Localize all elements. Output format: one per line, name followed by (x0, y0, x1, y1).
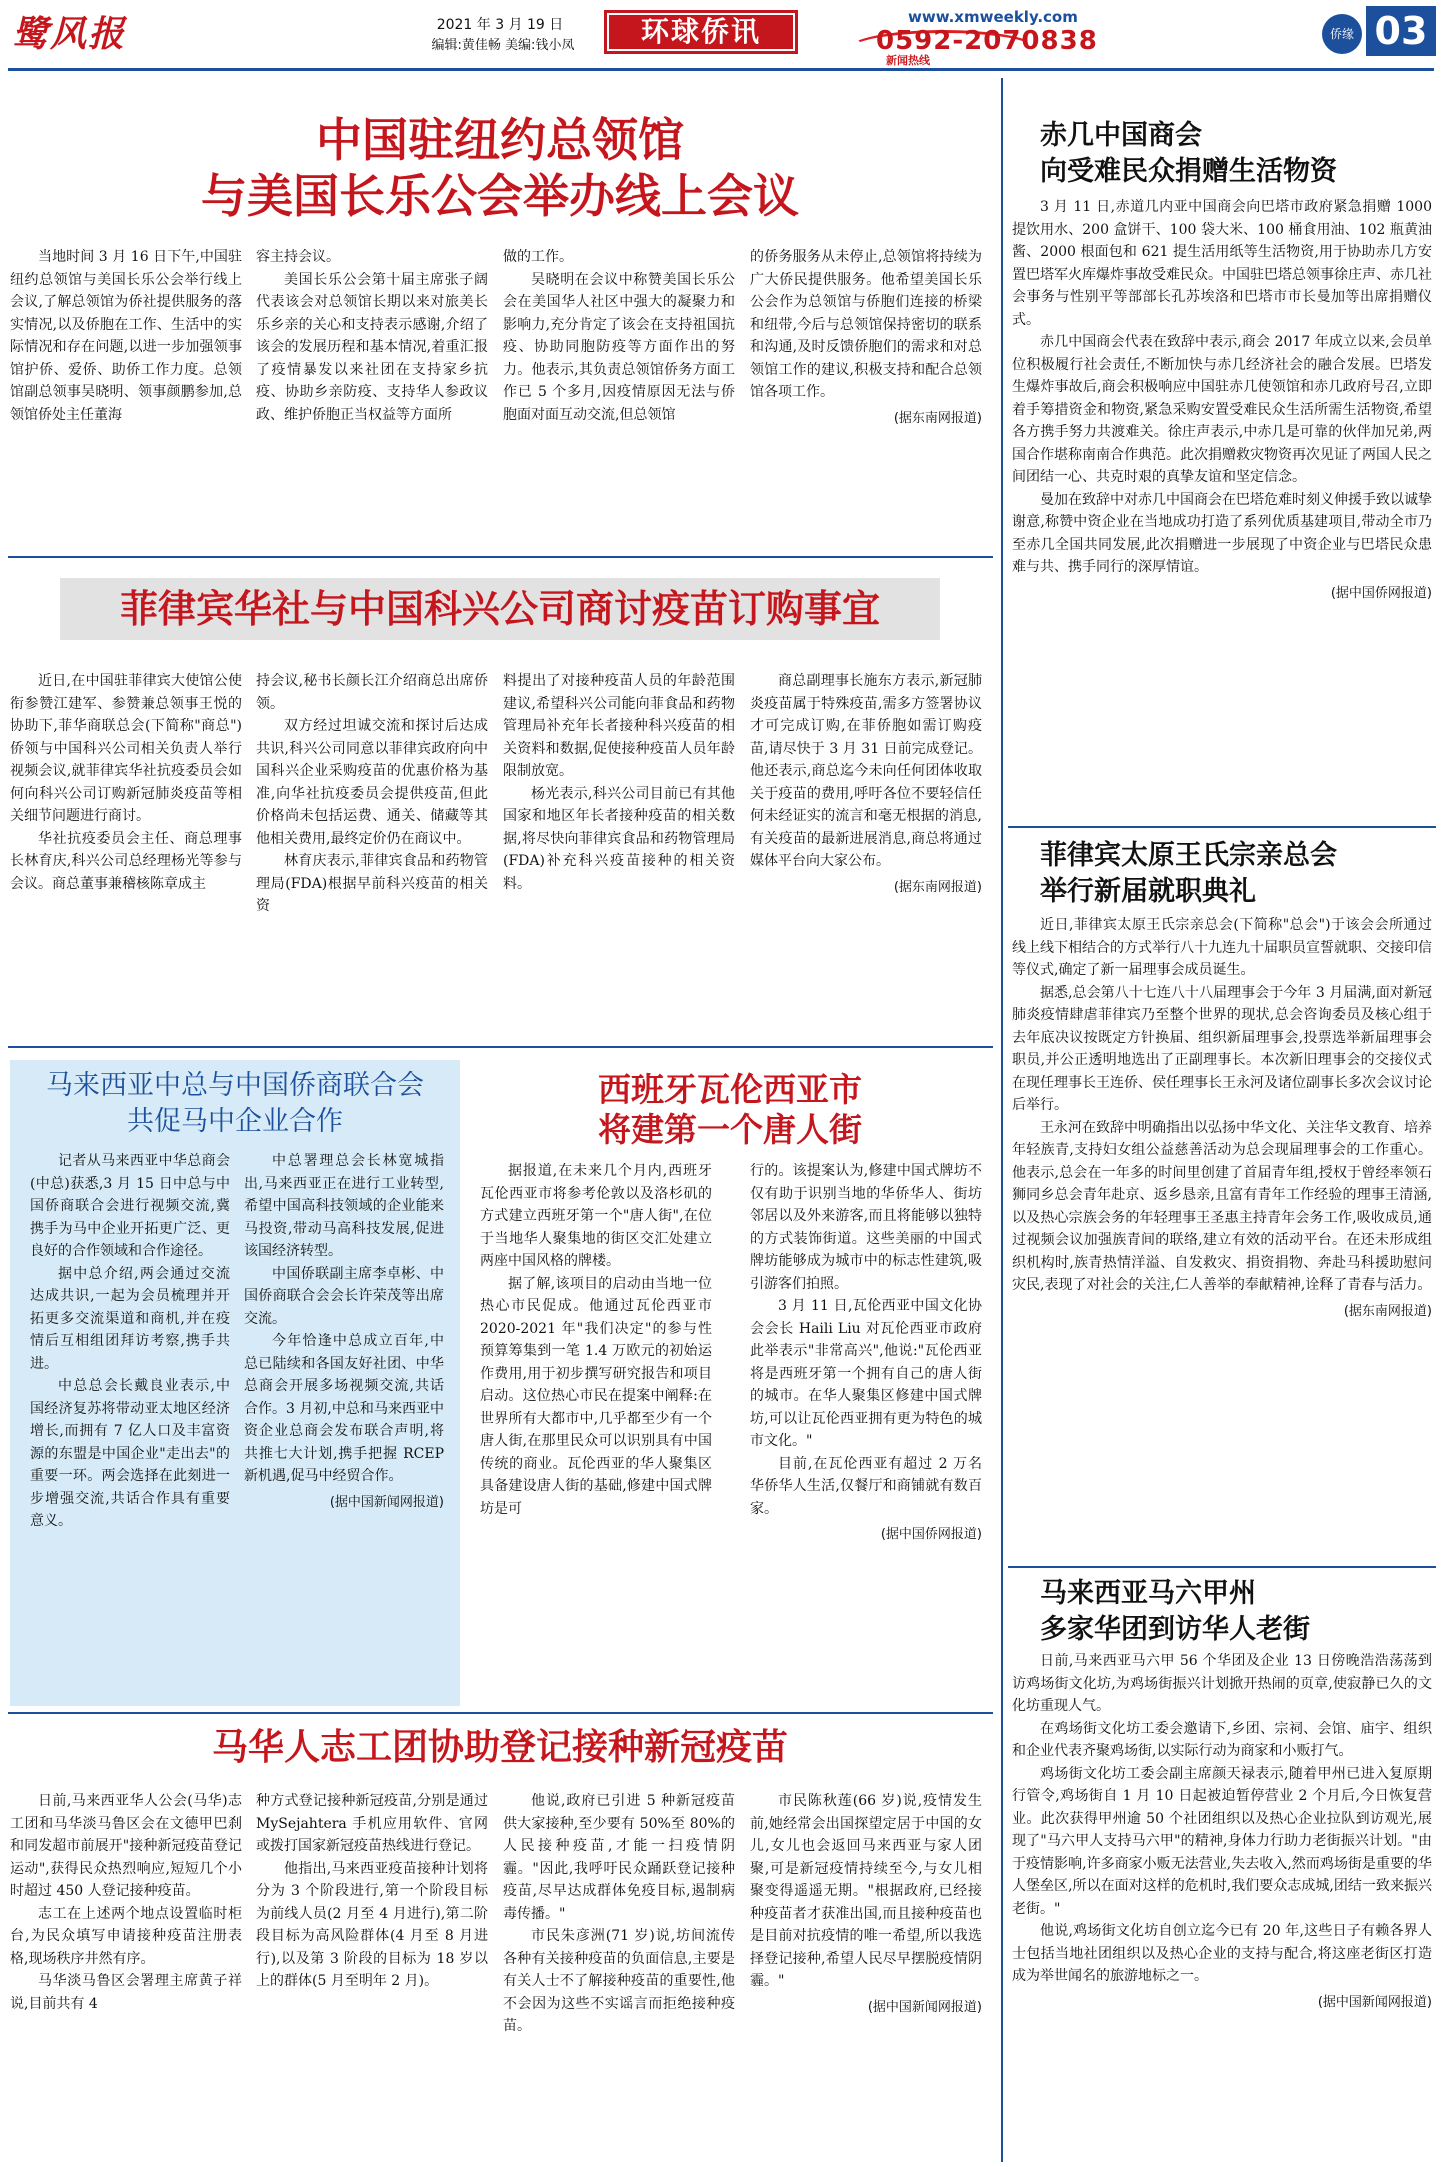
article-5-col-2: 种方式登记接种新冠疫苗,分别是通过 MySejahtera 手机应用软件、官网或拨打国家新冠疫苗热线进行登记。 他指出,马来西亚疫苗接种计划将分为 3 个阶段进行,第一个阶段目标为前线人员(2 月至 4 月进行),第二阶段目标为高风险群体(4 月至 8 月进行),以及第 3 阶段的目标为 18 岁以上的群体(5 月至明年 2 月)。 (256, 1793, 488, 1989)
article-4-headline: 西班牙瓦伦西亚市 将建第一个唐人街 (598, 1070, 862, 1149)
right-article-3-source: (据中国新闻网报道) (1317, 1994, 1432, 2010)
article-5-headline: 马华人志工团协助登记接种新冠疫苗 (211, 1726, 788, 1768)
article-4-col-2: 行的。该提案认为,修建中国式牌坊不仅有助于识别当地的华侨华人、街坊邻居以及外来游客,而且将能够以独特的方式装饰街道。这些美丽的中国式牌坊能够成为城市中的标志性建筑,吸引游客们拍照。 3 月 11 日,瓦伦西亚中国文化协会会长 Haili Liu 对瓦伦西亚市政府此举表示"非常高兴",他说:"瓦伦西亚将是西班牙第一个拥有自己的唐人街的城市。在华人聚集区修建中国式牌坊,可以让瓦伦西亚拥有更为特色的城市文化。" 目前,在瓦伦西亚有超过 2 万名华侨华人生活,仅餐厅和商铺就有数百家。 (据中国侨网报道) (750, 1160, 982, 1700)
article-2-source: (据东南网报道) (893, 879, 982, 895)
right-article-2-rule (1008, 1566, 1436, 1568)
article-1-rule (8, 556, 993, 558)
hotline-phone: 0592-2070838 (876, 26, 1098, 56)
right-article-1-body: 3 月 11 日,赤道几内亚中国商会向巴塔市政府紧急捐赠 1000 提饮用水、200 盒饼干、100 袋大米、100 桶食用油、102 瓶黄油酱、2000 根面包和 621 提生活用纸等生活物资,用于协助赤几方安置巴塔军火库爆炸事故受难民众。中国驻巴塔总领事徐庄声、赤几社会事务与性别平等部部长孔苏埃洛和巴塔市市长曼加等出席捐赠仪式。 赤几中国商会代表在致辞中表示,商会 2017 年成立以来,会员单位积极履行社会责任,不断加快与赤几经济社会的融合发展。巴塔发生爆炸事故后,商会积极响应中国驻赤几使领馆和赤几政府号召,立即着手筹措资金和物资,紧急采购安置受难民众生活所需生活物资,希望各方携手努力共渡难关。徐庄声表示,中赤几是可靠的伙伴加兄弟,两国合作堪称南南合作典范。此次捐赠救灾物资再次见证了两国人民之间团结一心、共克时艰的真挚友谊和坚定信念。 曼加在致辞中对赤几中国商会在巴塔危难时刻义伸援手致以诚挚谢意,称赞中资企业在当地成功打造了系列优质基建项目,带动全市乃至赤几全国共同发展,此次捐赠进一步展现了中资企业与巴塔民众患难与共、携手同行的深厚情谊。 (据中国侨网报道) (1012, 196, 1432, 820)
website-url: www.xmweekly.com (908, 8, 1078, 26)
article-2-headline: 菲律宾华社与中国科兴公司商讨疫苗订购事宜 (119, 586, 880, 631)
article-1-col-4: 的侨务服务从未停止,总领馆将持续为广大侨民提供服务。他希望美国长乐公会作为总领馆与侨胞们连接的桥梁和纽带,今后与总领馆保持密切的联系和沟通,及时反馈侨胞们的需求和对总领馆工作的建议,积极支持和配合总领馆各项工作。 (据东南网报道) (750, 246, 982, 536)
right-article-1-headline: 赤几中国商会 向受难民众捐赠生活物资 (1040, 120, 1337, 187)
newspaper-logo: 鹭风报 (12, 13, 127, 55)
page-badge-icon (1322, 14, 1362, 54)
article-1-col-1: 当地时间 3 月 16 日下午,中国驻纽约总领馆与美国长乐公会举行线上会议,了解总领馆为侨社提供服务的落实情况,以及侨胞在工作、生活中的实际情况和存在问题,以进一步加强领事馆护侨、爱侨、助侨工作力度。总领馆副总领事吴晓明、领事颜鹏参加,总领馆侨处主任董海 (10, 249, 242, 423)
right-article-2-body: 近日,菲律宾太原王氏宗亲总会(下简称"总会")于该会会所通过线上线下相结合的方式举行八十九连九十届职员宣誓就职、交接印信等仪式,确定了新一届理事会成员诞生。 据悉,总会第八十七连八十八届理事会于今年 3 月届满,面对新冠肺炎疫情肆虐菲律宾乃至整个世界的现状,总会咨询委员及核心组于去年底决议按既定方针换届、组织新届理事会,投票选举新届理事会职员,并公正透明地选出了正副理事长。本次新旧理事会的交接仪式在现任理事长王连侨、侯任理事长王永河及诸位副事长多次会议讨论后举行。 王永河在致辞中明确指出以弘扬中华文化、关注华文教育、培养年轻族青,支持妇女组公益慈善活动为总会现届理事会的工作重心。他表示,总会在一年多的时间里创建了首届青年组,授权于曾经率领石狮同乡总会青年赴京、返乡恳亲,且富有青年工作经验的理事王清涵,以及热心宗族会务的年轻理事王圣惠主持青年会务工作,吸收成员,通过视频会议加强族青间的联络,建立有效的活动平台。在还未形成组织机构时,族青热情洋溢、自发救灾、捐资捐物、奔赴马科援助慰问灾民,表现了对社会的关注,仁人善举的奉献精神,诠释了青春与活力。 (据东南网报道) (1012, 914, 1432, 1562)
article-2-col-2: 持会议,秘书长颜长江介绍商总出席侨领。 双方经过坦诚交流和探讨后达成共识,科兴公司同意以菲律宾政府向中国科兴企业采购疫苗的优惠价格为基准,向华社抗疫委员会提供疫苗,但此价格尚未包括运费、通关、储藏等其他相关费用,最终定价仍在商议中。 林育庆表示,菲律宾食品和药物管理局(FDA)根据早前科兴疫苗的相关资 (256, 673, 488, 914)
column-divider (1001, 78, 1003, 2162)
article-1-headline: 中国驻纽约总领馆 与美国长乐公会举办线上会议 (201, 113, 799, 223)
article-2-rule (8, 1046, 993, 1048)
section-banner (604, 10, 798, 54)
right-article-1-rule (1008, 826, 1436, 828)
article-4-rule (8, 1712, 993, 1714)
article-5-source: (据中国新闻网报道) (867, 1999, 982, 2015)
article-5-col-1: 日前,马来西亚华人公会(马华)志工团和马华淡马鲁区会在文德甲巴刹和同发超市前展开"接种新冠疫苗登记运动",获得民众热烈响应,短短几个小时超过 450 人登记接种疫苗。 志工在上述两个地点设置临时柜台,为民众填写申请接种疫苗注册表格,现场秩序井然有序。 马华淡马鲁区会署理主席黄子祥说,目前共有 4 (10, 1793, 242, 2012)
article-4-col-1: 据报道,在未来几个月内,西班牙瓦伦西亚市将参考伦敦以及洛杉矶的方式建立西班牙第一个"唐人街",在位于当地华人聚集地的街区交汇处建立两座中国风格的牌楼。 据了解,该项目的启动由当地一位热心市民促成。他通过瓦伦西亚市 2020-2021 年"我们决定"的参与性预算筹集到一笔 1.4 万欧元的初始运作费用,用于初步撰写研究报告和项目启动。这位热心市民在提案中阐释:在世界所有大都市中,几乎都至少有一个唐人街,在那里民众可以识别具有中国传统的商业。瓦伦西亚的华人聚集区具备建设唐人街的基础,修建中国式牌坊是可 (480, 1163, 712, 1517)
article-2-col-3: 料提出了对接种疫苗人员的年龄范围建议,希望科兴公司能向菲食品和药物管理局补充年长者接种科兴疫苗的相关资料和数据,促使接种疫苗人员年龄限制放宽。 杨光表示,科兴公司目前已有其他国家和地区年长者接种疫苗的相关数据,将尽快向菲律宾食品和药物管理局(FDA)补充科兴疫苗接种的相关资料。 (503, 673, 735, 892)
masthead-rule (8, 68, 1434, 71)
article-5-col-3: 他说,政府已引进 5 种新冠疫苗供大家接种,至少要有 50%至 80%的人民接种疫苗,才能一扫疫情阴霾。"因此,我呼吁民众踊跃登记接种疫苗,尽早达成群体免疫目标,遏制病毒传播。" 市民朱彦洲(71 岁)说,坊间流传各种有关接种疫苗的负面信息,主要是有关人士不了解接种疫苗的重要性,他不会因为这些不实谣言而拒绝接种疫苗。 (503, 1793, 735, 2034)
article-2-col-1: 近日,在中国驻菲律宾大使馆公使衔参赞江建军、参赞兼总领事王悦的协助下,菲华商联总会(下简称"商总")侨领与中国科兴公司相关负责人举行视频会议,就菲律宾华社抗疫委员会如何向科兴公司订购新冠肺炎疫苗等相关细节问题进行商讨。 华社抗疫委员会主任、商总理事长林育庆,科兴公司总经理杨光等参与会议。商总董事兼稽核陈章成主 (10, 673, 242, 892)
hotline-label: 新闻热线 (886, 54, 930, 67)
section-title: 环球侨讯 (640, 15, 761, 48)
right-article-2-headline: 菲律宾太原王氏宗亲总会 举行新届就职典礼 (1040, 840, 1337, 907)
page-number: 03 (1366, 6, 1436, 56)
right-article-3-headline: 马来西亚马六甲州 多家华团到访华人老街 (1040, 1578, 1310, 1645)
article-3-headline: 马来西亚中总与中国侨商联合会 共促马中企业合作 (46, 1070, 424, 1137)
article-3-col-1: 记者从马来西亚中华总商会(中总)获悉,3 月 15 日中总与中国侨商联合会进行视频交流,冀携手为马中企业开拓更广泛、更良好的合作领域和合作途径。 据中总介绍,两会通过交流达成共识,一起为会员梳理并开拓更多交流渠道和商机,并在疫情后互相组团拜访考察,携手共进。 中总总会长戴良业表示,中国经济复苏将带动亚太地区经济增长,而拥有 7 亿人口及丰富资源的东盟是中国企业"走出去"的重要一环。两会选择在此刻进一步增强交流,共话合作具有重要意义。 (30, 1153, 230, 1529)
right-article-2-source: (据东南网报道) (1343, 1303, 1432, 1319)
right-article-1-source: (据中国侨网报道) (1330, 585, 1432, 601)
masthead (0, 0, 1441, 70)
article-1-col-2: 容主持会议。 美国长乐公会第十届主席张子阔代表该会对总领馆长期以来对旅美长乐乡亲的关心和支持表示感谢,介绍了该会的发展历程和基本情况,着重汇报了疫情暴发以来社团在支持家乡抗疫、协助乡亲防疫、支持华人参政议政、维护侨胞正当权益等方面所 (256, 249, 488, 423)
article-3-source: (据中国新闻网报道) (329, 1494, 444, 1510)
right-article-3-body: 日前,马来西亚马六甲 56 个华团及企业 13 日傍晚浩浩荡荡到访鸡场街文化坊,为鸡场街振兴计划掀开热闹的页章,使寂静已久的文化坊重现人气。 在鸡场街文化坊工委会邀请下,乡团、宗祠、会馆、庙宇、组织和企业代表齐聚鸡场街,以实际行动为商家和小贩打气。 鸡场街文化坊工委会副主席颜天禄表示,随着甲州已进入复原期行管令,鸡场街自 1 月 10 日起被迫暂停营业 2 个月后,今日恢复营业。此次获得甲州逾 50 个社团组织以及热心企业拉队到访观光,展现了"马六甲人支持马六甲"的精神,身体力行助力老街振兴计划。"由于疫情影响,许多商家小贩无法营业,失去收入,然而鸡场街是重要的华人堡垒区,所以在面对这样的危机时,我们要众志成城,团结一致来振兴老街。" 他说,鸡场街文化坊自创立迄今已有 20 年,这些日子有赖各界人士包括当地社团组织以及热心企业的支持与配合,将这座老街区打造成为举世闻名的旅游地标之一。 (据中国新闻网报道) (1012, 1650, 1432, 2162)
editor-credits: 编辑:黄佳畅 美编:钱小凤 (431, 38, 575, 53)
article-5-col-4: 市民陈秋莲(66 岁)说,疫情发生前,她经常会出国探望定居于中国的女儿,女儿也会返回马来西亚与家人团聚,可是新冠疫情持续至今,与女儿相聚变得遥遥无期。"根据政府,已经接种疫苗者才获准出国,而且接种疫苗也是目前对抗疫情的唯一希望,所以我选择登记接种,希望人民尽早摆脱疫情阴霾。" (据中国新闻网报道) (750, 1790, 982, 2160)
article-3-col-2: 中总署理总会长林宽城指出,马来西亚正在进行工业转型,希望中国高科技领域的企业能来马投资,带动马高科技发展,促进该国经济转型。 中国侨联副主席李卓彬、中国侨商联合会会长许荣茂等出席交流。 今年恰逢中总成立百年,中总已陆续和各国友好社团、中华总商会开展多场视频交流,共话合作。3 月初,中总和马来西亚中资企业总商会发布联合声明,将共推七大计划,携手把握 RCEP 新机遇,促马中经贸合作。 (据中国新闻网报道) (244, 1150, 444, 1698)
article-1-source: (据东南网报道) (893, 410, 982, 426)
article-1-col-3: 做的工作。 吴晓明在会议中称赞美国长乐公会在美国华人社区中强大的凝聚力和影响力,充分肯定了该会在支持祖国抗疫、协助同胞防疫等方面作出的努力。他表示,其负责总领馆侨务方面工作已 5 个多月,因疫情原因无法与侨胞面对面互动交流,但总领馆 (503, 249, 735, 423)
article-2-col-4: 商总副理事长施东方表示,新冠肺炎疫苗属于特殊疫苗,需多方签署协议才可完成订购,在菲侨胞如需订购疫苗,请尽快于 3 月 31 日前完成登记。他还表示,商总迄今未向任何团体收取关于疫苗的费用,呼吁各位不要轻信任何未经证实的流言和毫无根据的消息,有关疫苗的最新进展消息,商总将通过媒体平台向大家公布。 (据东南网报道) (750, 670, 982, 1040)
article-4-source: (据中国侨网报道) (880, 1527, 982, 1542)
issue-date: 2021 年 3 月 19 日 (436, 17, 564, 33)
page-label: 侨缘 (1329, 27, 1354, 41)
